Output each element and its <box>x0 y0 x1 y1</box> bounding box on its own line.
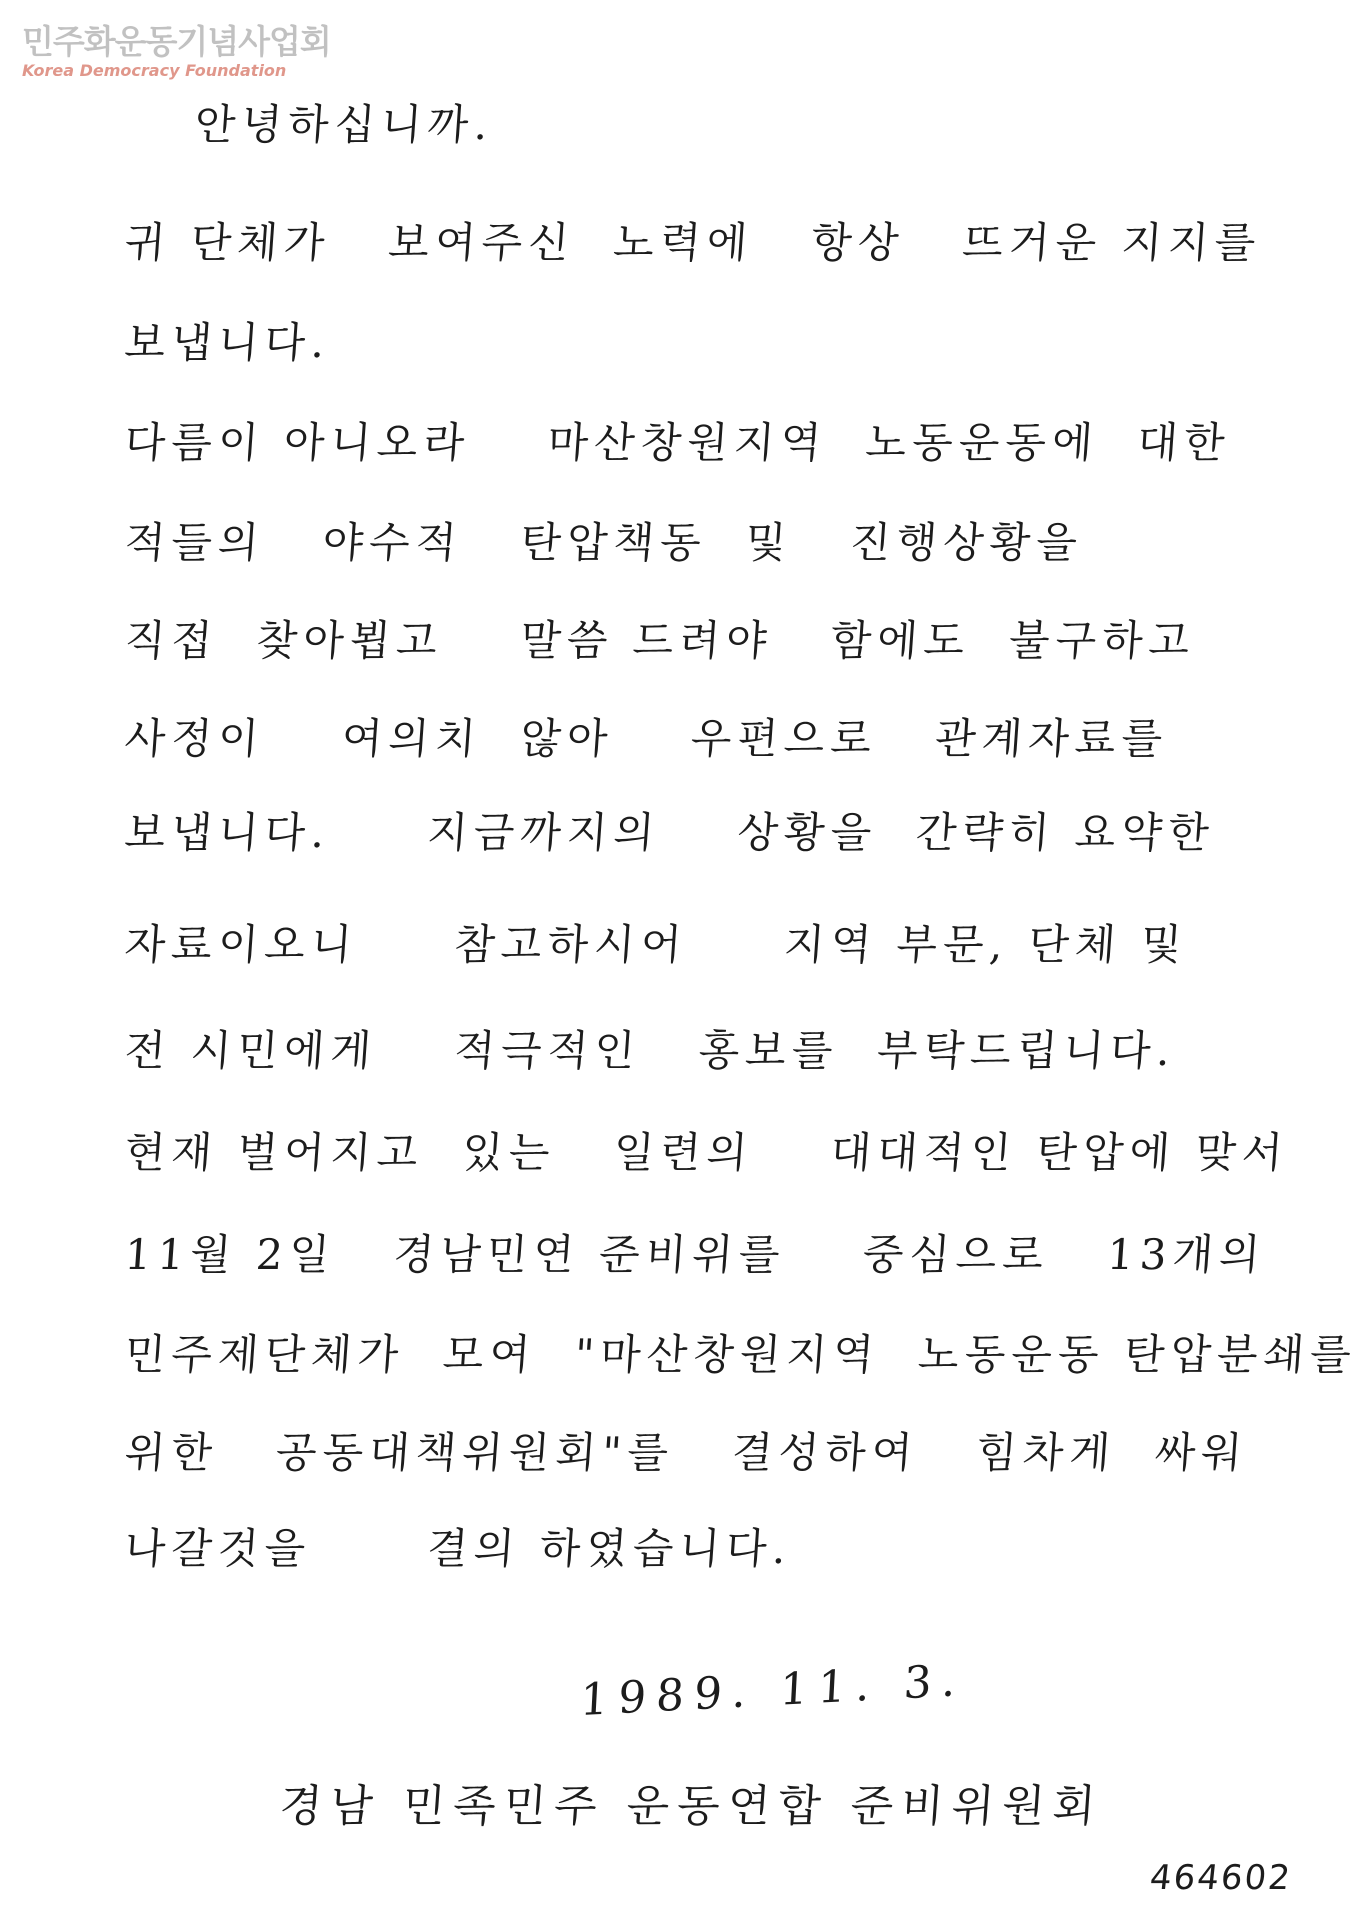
letter-line: 자료이오니 참고하시어 지역 부문, 단체 및 <box>123 920 1190 969</box>
letter-line: 현재 벌어지고 있는 일련의 대대적인 탄압에 맞서 <box>123 1128 1291 1177</box>
watermark-korean-text: 민주화운동기념사업회 <box>22 22 331 61</box>
foundation-watermark <box>22 22 331 80</box>
letter-line: 전 시민에게 적극적인 홍보를 부탁드립니다. <box>123 1026 1178 1075</box>
letter-date: 1989. 11. 3. <box>578 1654 967 1727</box>
letter-line: 나갈것을 결의 하였습니다. <box>123 1524 794 1573</box>
letter-signature: 경남 민족민주 운동연합 준비위원회 <box>277 1781 1105 1832</box>
letter-line: 보냅니다. <box>123 318 333 367</box>
letter-line: 다름이 아니오라 마산창원지역 노동운동에 대한 <box>123 418 1233 467</box>
watermark-english-text: Korea Democracy Foundation <box>22 61 287 80</box>
letter-line: 11월 2일 경남민연 준비위를 중심으로 13개의 <box>123 1230 1268 1279</box>
letter-line: 적들의 야수적 탄압책동 및 진행상황을 <box>123 518 1085 567</box>
letter-line: 사정이 여의치 않아 우편으로 관계자료를 <box>123 714 1170 763</box>
letter-line: 보냅니다. 지금까지의 상황을 간략히 요약한 <box>123 808 1217 857</box>
letter-line: 귀 단체가 보여주신 노력에 항상 뜨거운 지지를 <box>123 218 1263 267</box>
document-number: 464602 <box>1147 1858 1294 1898</box>
letter-line: 위한 공동대책위원회"를 결성하여 힘차게 싸워 <box>123 1428 1250 1477</box>
letter-greeting: 안녕하십니까. <box>193 100 496 149</box>
letter-line: 민주제단체가 모여 "마산창원지역 노동운동 탄압분쇄를 <box>123 1330 1359 1379</box>
letter-line: 직접 찾아뵙고 말씀 드려야 함에도 불구하고 <box>123 616 1198 665</box>
